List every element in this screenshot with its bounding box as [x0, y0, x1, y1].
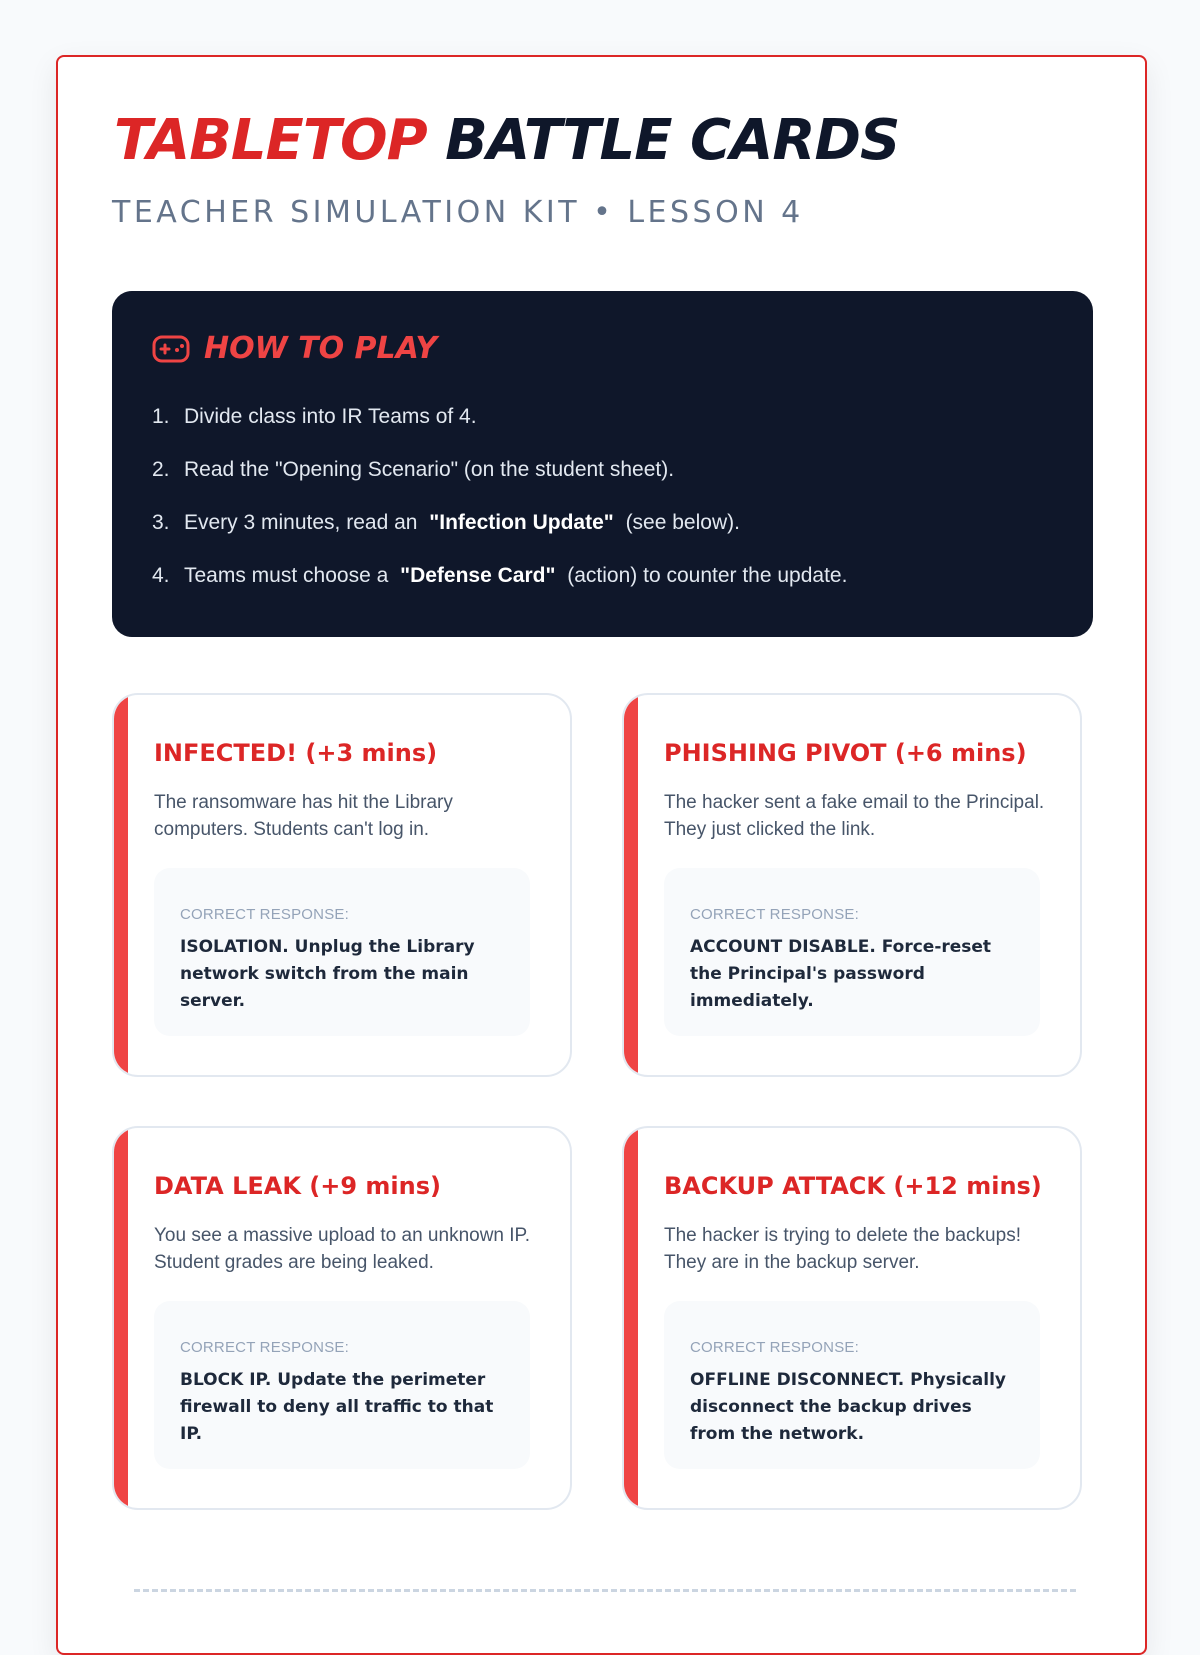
- step-highlight: "Defense Card": [400, 564, 556, 587]
- dashed-divider: [134, 1589, 1076, 1592]
- how-to-play-panel: [112, 291, 1093, 637]
- card-description: You see a massive upload to an unknown IP. Student grades are being leaked.: [154, 1225, 531, 1273]
- battle-card: [622, 693, 1082, 1077]
- response-label: CORRECT RESPONSE:: [690, 1339, 859, 1356]
- how-to-play-header: [152, 331, 437, 366]
- step-item: 2. Read the "Opening Scenario" (on the student sheet).: [152, 458, 675, 481]
- card-title: BACKUP ATTACK (+12 mins): [664, 1172, 1042, 1200]
- response-text: ISOLATION. Unplug the Library network switch from the main server.: [180, 937, 475, 1011]
- step-item: 1. Divide class into IR Teams of 4.: [152, 405, 477, 428]
- card-description: The hacker is trying to delete the backups! They are in the backup server.: [664, 1225, 1021, 1273]
- correct-response-box: [664, 1301, 1040, 1469]
- response-label: CORRECT RESPONSE:: [180, 1339, 349, 1356]
- correct-response-box: [664, 868, 1040, 1036]
- battle-card: [112, 1126, 572, 1510]
- card-title: INFECTED! (+3 mins): [154, 739, 438, 767]
- response-text: OFFLINE DISCONNECT. Physically disconnect the backup drives from the network.: [690, 1370, 1007, 1444]
- how-to-play-steps: [152, 401, 847, 613]
- correct-response-box: [154, 1301, 530, 1469]
- title-main: BATTLE CARDS: [445, 108, 900, 173]
- step-item: 3. Every 3 minutes, read an "Infection Update" (see below).: [152, 511, 740, 534]
- card-title: PHISHING PIVOT (+6 mins): [664, 739, 1027, 767]
- correct-response-box: [154, 868, 530, 1036]
- step-item: 4. Teams must choose a "Defense Card" (action) to counter the update.: [152, 564, 848, 587]
- response-text: ACCOUNT DISABLE. Force-reset the Principal's password immediately.: [690, 937, 992, 1011]
- page-subtitle: TEACHER SIMULATION KIT • LESSON 4: [112, 195, 804, 230]
- title-accent: TABLETOP: [114, 108, 427, 173]
- battle-card: [622, 1126, 1082, 1510]
- page-sheet: [56, 55, 1147, 1655]
- response-label: CORRECT RESPONSE:: [690, 906, 859, 923]
- step-highlight: "Infection Update": [429, 511, 614, 534]
- card-description: The ransomware has hit the Library computers. Students can't log in.: [154, 792, 453, 840]
- battle-card: [112, 693, 572, 1077]
- gamepad-icon: [152, 334, 190, 364]
- card-title: DATA LEAK (+9 mins): [154, 1172, 441, 1200]
- how-to-play-title: HOW TO PLAY: [204, 331, 438, 366]
- card-description: The hacker sent a fake email to the Principal. They just clicked the link.: [664, 792, 1045, 840]
- response-label: CORRECT RESPONSE:: [180, 906, 349, 923]
- response-text: BLOCK IP. Update the perimeter firewall to deny all traffic to that IP.: [180, 1370, 494, 1444]
- page-title: [114, 108, 900, 173]
